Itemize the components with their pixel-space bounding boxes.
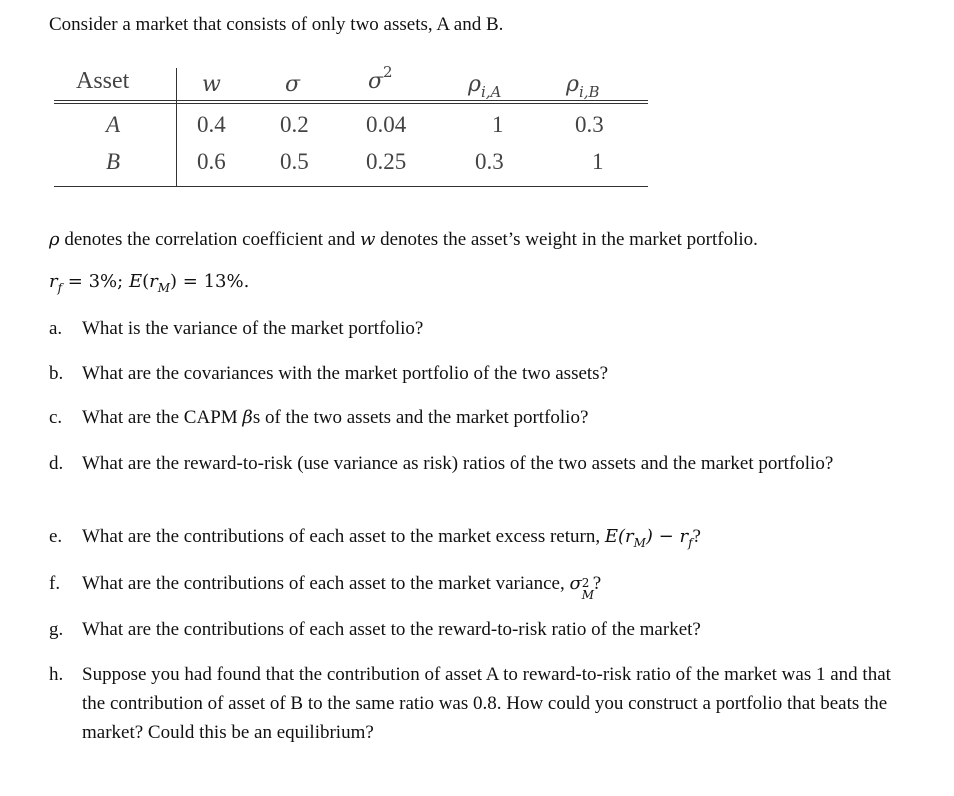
beta-symbol: β: [242, 407, 253, 428]
rates-line: [49, 271, 249, 293]
erm-r: r: [149, 271, 158, 292]
header-rho-b-symbol: ρ: [566, 72, 579, 97]
question-e-label: e.: [49, 526, 63, 547]
rf-value: = 3%;: [62, 271, 129, 292]
row-a-variance: 0.04: [366, 112, 407, 137]
question-e-e-symbol: E: [604, 526, 618, 547]
question-e-pre: What are the contributions of each asset to the market excess return,: [82, 526, 605, 547]
row-b-weight: 0.6: [197, 149, 226, 174]
erm-sub: M: [157, 281, 171, 295]
header-rho-b-sub: i,B: [578, 83, 600, 101]
sigma-scripts: [581, 576, 595, 602]
question-g-text: What are the contributions of each asset to the reward-to-risk ratio of the market?: [82, 619, 701, 640]
rf-sub: f: [57, 281, 63, 295]
table-rule-bottom: [54, 186, 648, 187]
question-e-text: [82, 522, 922, 553]
table-rule-header-2: [54, 103, 648, 104]
definitions-part1: denotes the correlation coefficient and: [59, 229, 360, 250]
definitions-line: [49, 229, 758, 251]
header-rho-a-symbol: ρ: [468, 72, 481, 97]
row-a-rho-a: 1: [492, 112, 504, 137]
question-f-pre: What are the contributions of each asset to the market variance,: [82, 573, 570, 594]
row-b-label: B: [106, 149, 121, 174]
intro-text: Consider a market that consists of only two assets, A and B.: [49, 14, 504, 35]
header-asset: Asset: [76, 68, 130, 94]
question-b-text: What are the covariances with the market portfolio of the two assets?: [82, 363, 608, 384]
erm-symbol: E: [128, 271, 143, 292]
question-e-mid2: ) − r: [645, 526, 689, 547]
w-symbol: w: [359, 229, 376, 250]
header-variance-symbol: σ: [368, 69, 384, 94]
rho-symbol: ρ: [49, 229, 60, 250]
row-b-rho-a: 0.3: [475, 149, 504, 174]
question-g-label: g.: [49, 619, 64, 640]
question-f-text: [82, 569, 922, 602]
question-h-label: h.: [49, 664, 64, 685]
header-variance-sup: 2: [383, 63, 393, 81]
question-d-label: d.: [49, 453, 64, 474]
question-d-text: What are the reward-to-risk (use variance as risk) ratios of the two assets and the market portfolio?: [82, 453, 834, 474]
row-a-weight: 0.4: [197, 112, 226, 137]
definitions-part2: denotes the asset’s weight in the market portfolio.: [375, 229, 758, 250]
row-b-sigma: 0.5: [280, 149, 309, 174]
question-f-label: f.: [49, 573, 61, 594]
erm-close: ): [170, 271, 178, 292]
row-b-variance: 0.25: [366, 149, 407, 174]
table-divider-vertical: [176, 68, 177, 186]
question-e-mid: (r: [617, 526, 634, 547]
row-a-label: A: [106, 112, 121, 137]
header-sigma: σ: [285, 72, 301, 97]
row-a-rho-b: 0.3: [575, 112, 604, 137]
row-a-sigma: 0.2: [280, 112, 309, 137]
question-e-post: ?: [692, 526, 701, 547]
question-a-label: a.: [49, 318, 63, 339]
sigma-sub: M: [581, 588, 595, 602]
header-weight: w: [202, 72, 221, 97]
header-rho-a: [468, 72, 502, 101]
asset-table: [54, 63, 648, 187]
row-b-rho-b: 1: [592, 149, 604, 174]
table-rule-header-1: [54, 100, 648, 101]
question-f-post: ?: [592, 573, 602, 594]
sigma-sup: 2: [581, 576, 590, 590]
question-b-label: b.: [49, 363, 64, 384]
erm-value: = 13%.: [177, 271, 250, 292]
header-variance: [368, 63, 393, 94]
question-c-pre: What are the CAPM: [82, 407, 243, 428]
question-h-text: Suppose you had found that the contribution of asset A to reward-to-risk ratio of the market was 1 and that the contribution of asset of B to the same ratio was 0.8. How could you construct a portfolio that beats the market? Could this be an equilibrium?: [82, 664, 891, 743]
question-e-sub2: f: [688, 536, 693, 550]
question-a-text: What is the variance of the market portfolio?: [82, 318, 424, 339]
header-rho-a-sub: i,A: [480, 83, 502, 101]
question-e-sub: M: [633, 536, 646, 550]
erm-open: (: [142, 271, 150, 292]
question-c-post: s of the two assets and the market portfolio?: [252, 407, 589, 428]
rf-symbol: r: [49, 271, 58, 292]
header-rho-b: [566, 72, 600, 101]
question-c-label: c.: [49, 407, 63, 428]
sigma-symbol: σ: [569, 573, 582, 594]
question-c-text: [82, 403, 922, 432]
